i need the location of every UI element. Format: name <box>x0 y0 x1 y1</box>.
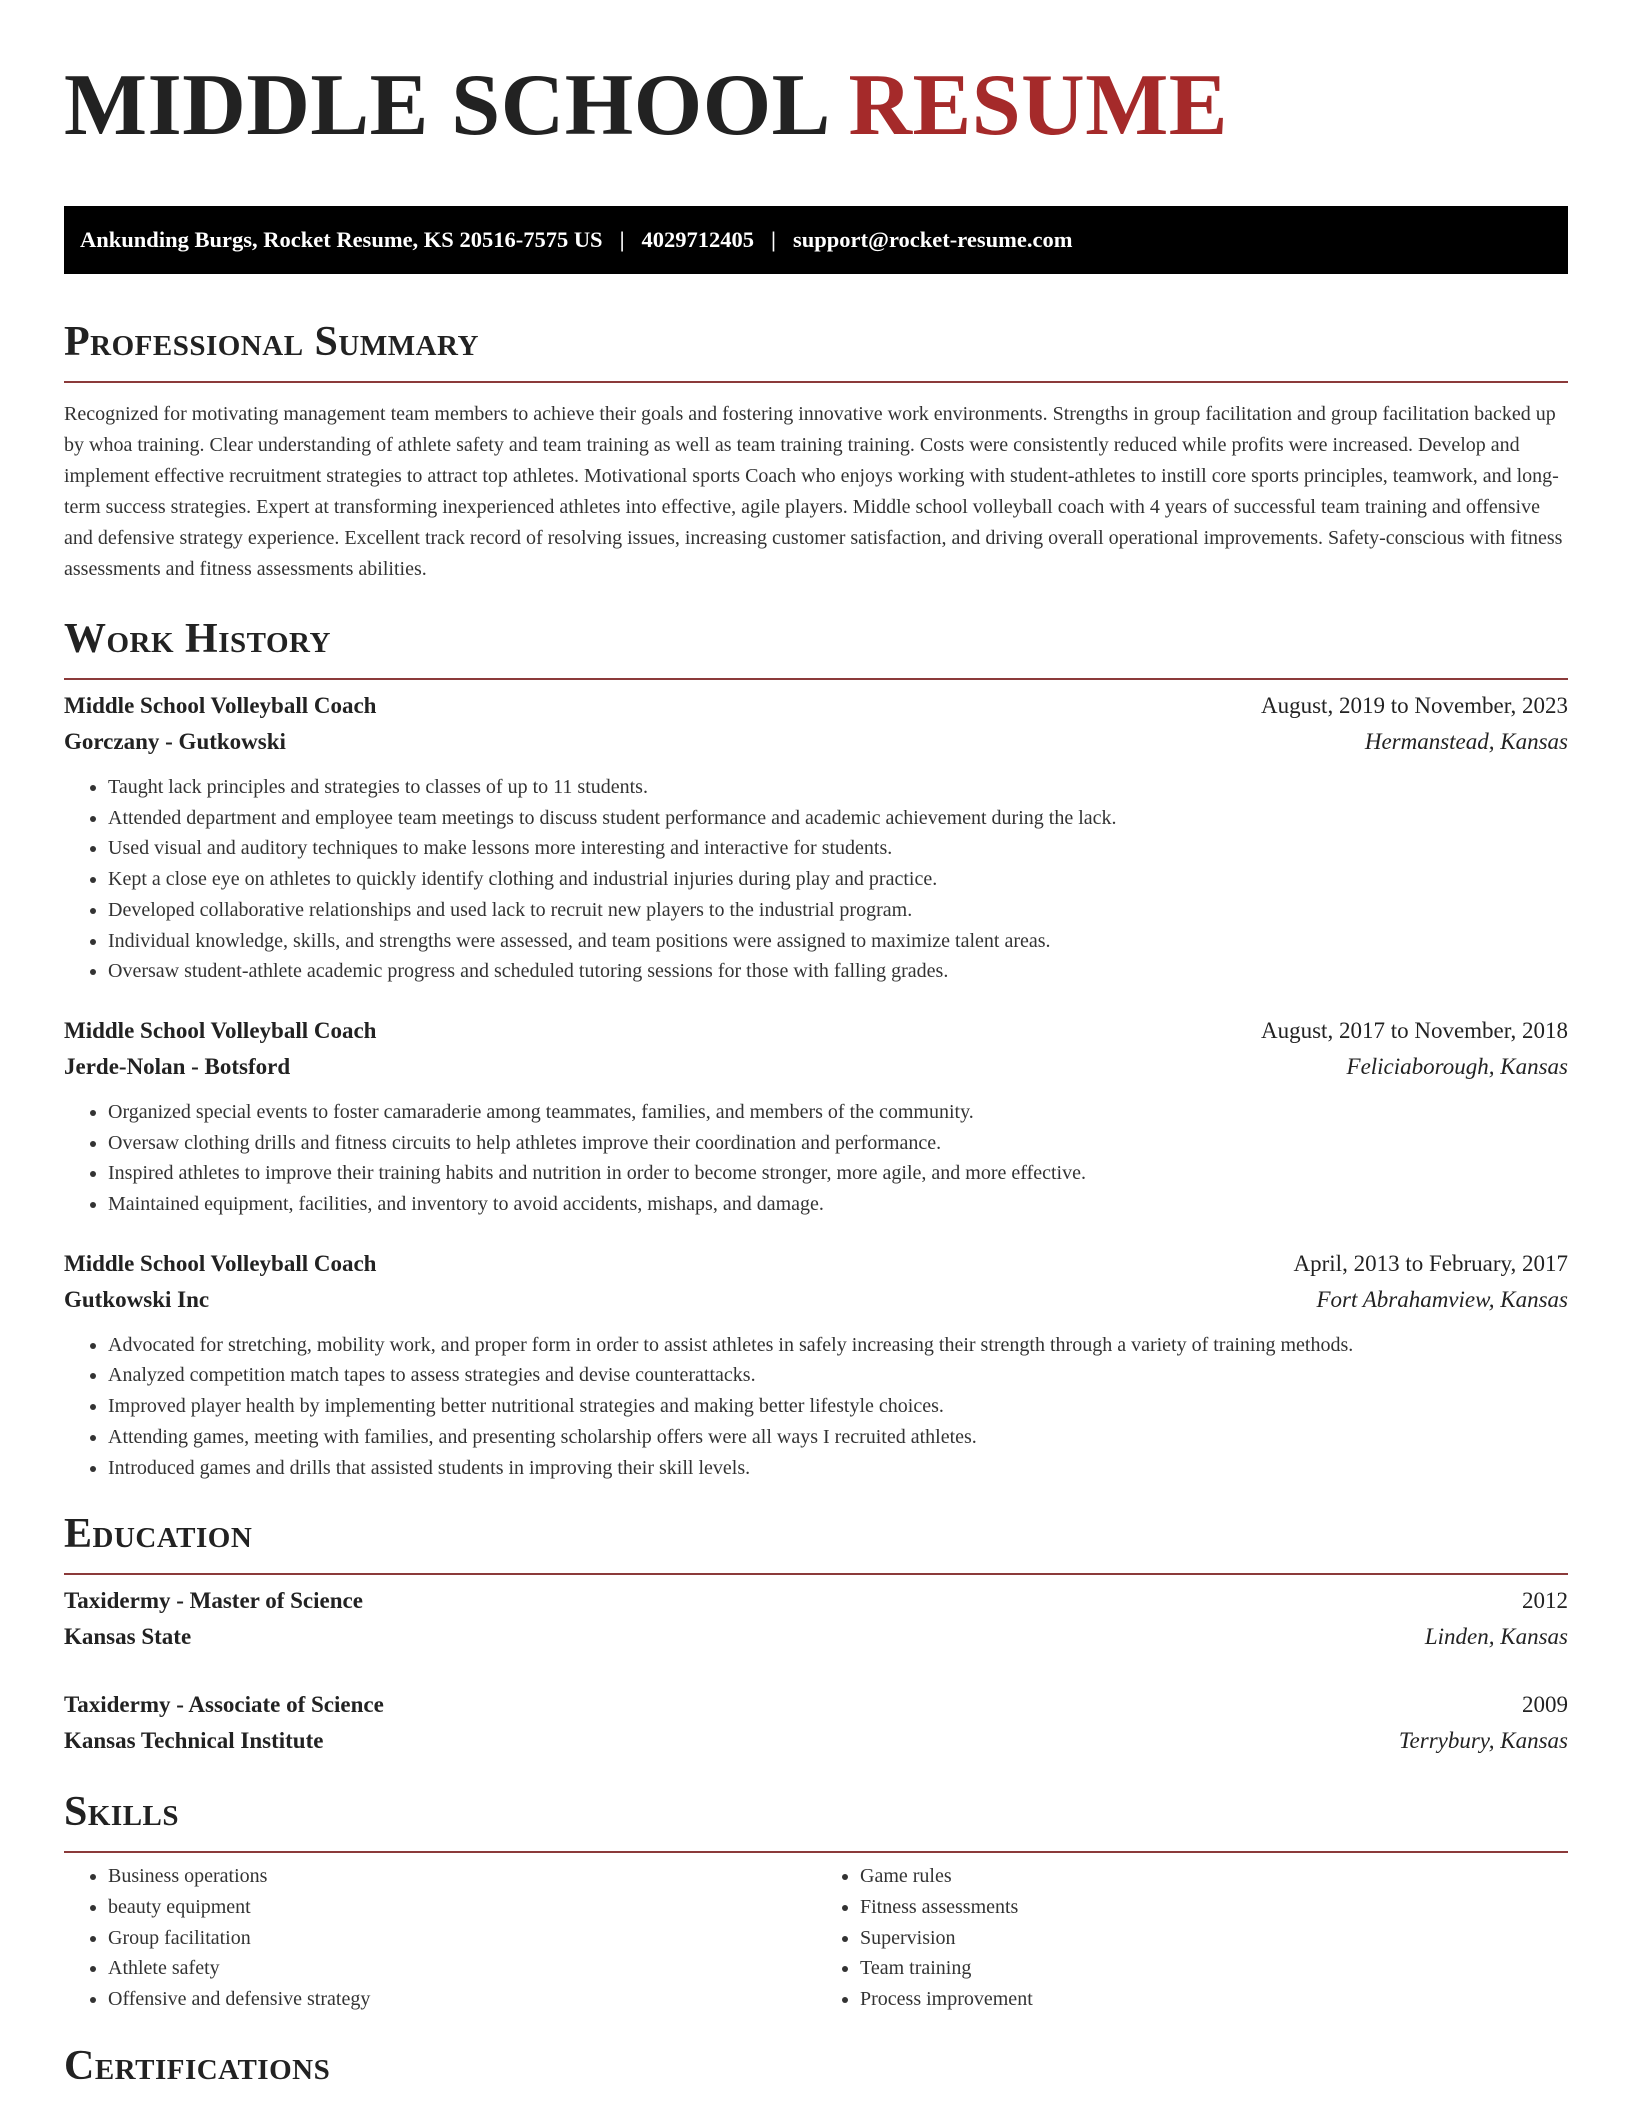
education-school-row <box>64 1619 1568 1655</box>
job-entry <box>64 688 1568 987</box>
education-school: Kansas State <box>64 1624 192 1650</box>
education-degree-row <box>64 1687 1568 1723</box>
job-bullets <box>64 1097 1568 1220</box>
contact-separator: | <box>771 227 777 252</box>
list-item: • Inspired athletes to improve their training habits and nutrition in order to become stronger, more agile, and more effective. <box>108 1158 1568 1189</box>
section-divider <box>64 678 1568 680</box>
job-location: Fort Abrahamview, Kansas <box>1316 1286 1568 1312</box>
list-item: • Developed collaborative relationships and used lack to recruit new players to the industrial program. <box>108 895 1568 926</box>
skill-item: • Process improvement <box>860 1984 1568 2015</box>
list-item: • Attended department and employee team meetings to discuss student performance and academic achievement during the lack. <box>108 803 1568 834</box>
skill-item: • Offensive and defensive strategy <box>108 1984 816 2015</box>
contact-separator: | <box>619 227 625 252</box>
job-bullets <box>64 1330 1568 1484</box>
list-item: • Advocated for stretching, mobility work, and proper form in order to assist athletes in safely increasing their strength through a variety of training methods. <box>108 1330 1568 1361</box>
job-entry <box>64 1013 1568 1220</box>
education-year: 2012 <box>1522 1588 1568 1614</box>
job-entry <box>64 1246 1568 1484</box>
section-heading-education: Education <box>64 1511 253 1558</box>
list-item: • Attending games, meeting with families, and presenting scholarship offers were all ways I recruited athletes. <box>108 1422 1568 1453</box>
skill-item: • Game rules <box>860 1861 1568 1892</box>
section-divider <box>64 381 1568 383</box>
list-item: • Oversaw student-athlete academic progress and scheduled tutoring sessions for those with falling grades. <box>108 956 1568 987</box>
section-divider <box>64 1573 1568 1575</box>
contact-phone: 4029712405 <box>641 227 755 252</box>
job-header-row <box>64 1246 1568 1282</box>
skill-item: • Supervision <box>860 1923 1568 1954</box>
work-section <box>64 614 1568 1483</box>
section-heading-certifications: Certifications <box>64 2042 331 2089</box>
education-entry <box>64 1687 1568 1759</box>
skill-item: • Business operations <box>108 1861 816 1892</box>
job-dates: August, 2019 to November, 2023 <box>1261 693 1568 718</box>
education-degree: Taxidermy - Associate of Science <box>64 1692 384 1718</box>
section-heading-skills: Skills <box>64 1789 180 1836</box>
list-item: • Introduced games and drills that assisted students in improving their skill levels. <box>108 1453 1568 1484</box>
section-heading-summary: Professional Summary <box>64 319 479 365</box>
education-entry <box>64 1583 1568 1655</box>
job-title: Middle School Volleyball Coach <box>64 1250 377 1276</box>
job-title: Middle School Volleyball Coach <box>64 1017 377 1043</box>
job-company: Gutkowski Inc <box>64 1286 210 1312</box>
job-company: Jerde-Nolan - Botsford <box>64 1053 291 1079</box>
job-location: Hermanstead, Kansas <box>1364 729 1568 754</box>
skills-list-right <box>816 1861 1568 2015</box>
job-dates: August, 2017 to November, 2018 <box>1261 1017 1568 1043</box>
certifications-section <box>64 2041 1568 2091</box>
job-title: Middle School Volleyball Coach <box>64 693 377 718</box>
job-company-row <box>64 1049 1568 1085</box>
summary-text: Recognized for motivating management team members to achieve their goals and fostering innovative work environments. Strengths in group facilitation and group facilitation backed up by whoa training. Clear understanding of athlete safety and team training as well as team training training. Costs were consistently reduced while profits were increased. Develop and implement effective recruitment strategies to attract top athletes. Motivational sports Coach who enjoys working with student-athletes to instill core sports principles, teamwork, and long-term success strategies. Expert at transforming inexperienced athletes into effective, agile players. Middle school volleyball coach with 4 years of successful team training and offensive and defensive strategy experience. Excellent track record of resolving issues, increasing customer satisfaction, and driving overall operational improvements. Safety-conscious with fitness assessments and fitness assessments abilities. <box>64 403 1563 580</box>
list-item: • Individual knowledge, skills, and strengths were assessed, and team positions were assigned to maximize talent areas. <box>108 926 1568 957</box>
education-school: Kansas Technical Institute <box>64 1728 324 1754</box>
education-section <box>64 1509 1568 1759</box>
title-main: MIDDLE SCHOOL <box>64 57 826 154</box>
skills-section <box>64 1787 1568 2015</box>
resume-title <box>64 58 1568 154</box>
job-company: Gorczany - Gutkowski <box>64 729 286 754</box>
job-dates: April, 2013 to February, 2017 <box>1293 1250 1568 1276</box>
skill-item: • Team training <box>860 1953 1568 1984</box>
list-item: • Maintained equipment, facilities, and inventory to avoid accidents, mishaps, and damage. <box>108 1189 1568 1220</box>
title-accent: RESUME <box>848 57 1228 154</box>
education-school-row <box>64 1723 1568 1759</box>
contact-address: Ankunding Burgs, Rocket Resume, KS 20516-7575 US <box>80 227 603 252</box>
contact-bar <box>64 206 1568 274</box>
job-header-row <box>64 688 1568 724</box>
summary-section <box>64 317 1568 585</box>
education-location: Terrybury, Kansas <box>1398 1728 1568 1754</box>
skill-item: • Athlete safety <box>108 1953 816 1984</box>
section-divider <box>64 1851 1568 1853</box>
list-item: • Used visual and auditory techniques to make lessons more interesting and interactive for students. <box>108 833 1568 864</box>
job-header-row <box>64 1013 1568 1049</box>
list-item: • Kept a close eye on athletes to quickly identify clothing and industrial injuries during play and practice. <box>108 864 1568 895</box>
list-item: • Improved player health by implementing better nutritional strategies and making better lifestyle choices. <box>108 1391 1568 1422</box>
list-item: • Taught lack principles and strategies to classes of up to 11 students. <box>108 772 1568 803</box>
education-year: 2009 <box>1522 1692 1568 1718</box>
job-location: Feliciaborough, Kansas <box>1346 1053 1568 1079</box>
list-item: • Analyzed competition match tapes to assess strategies and devise counterattacks. <box>108 1360 1568 1391</box>
education-degree: Taxidermy - Master of Science <box>64 1588 363 1614</box>
contact-email: support@rocket-resume.com <box>793 227 1073 252</box>
list-item: • Organized special events to foster camaraderie among teammates, families, and members of the community. <box>108 1097 1568 1128</box>
section-heading-work: Work History <box>64 616 331 662</box>
job-company-row <box>64 724 1568 760</box>
education-degree-row <box>64 1583 1568 1619</box>
list-item: • Oversaw clothing drills and fitness circuits to help athletes improve their coordination and performance. <box>108 1128 1568 1159</box>
skill-item: • Group facilitation <box>108 1923 816 1954</box>
skills-grid <box>64 1861 1568 2015</box>
skill-item: • beauty equipment <box>108 1892 816 1923</box>
job-bullets <box>64 772 1568 987</box>
skill-item: • Fitness assessments <box>860 1892 1568 1923</box>
education-location: Linden, Kansas <box>1424 1624 1568 1650</box>
job-company-row <box>64 1282 1568 1318</box>
skills-list-left <box>64 1861 816 2015</box>
